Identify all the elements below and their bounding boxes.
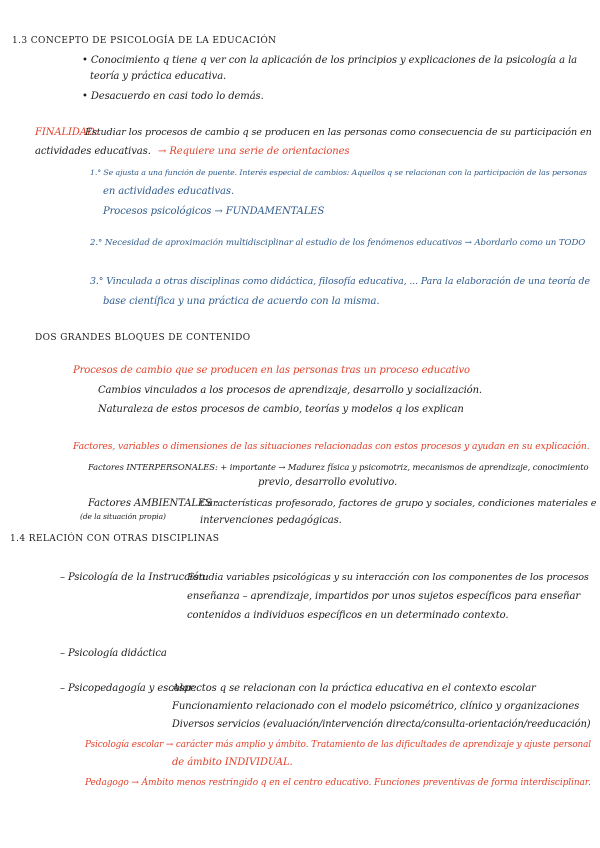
psicologia-escolar-note: de ámbito INDIVIDUAL.: [172, 757, 293, 768]
psicopedagogia-text: Funcionamiento relacionado con el modelo psicométrico, clínico y organizaciones: [172, 701, 580, 712]
psicologia-didactica-label: – Psicología didáctica: [60, 648, 167, 659]
bullet-line: • Conocimiento q tiene q ver con la aplicación de los principios y explicaciones de la psicología a la: [82, 55, 578, 66]
bullet-line: teoría y práctica educativa.: [90, 71, 227, 82]
bloques-title: DOS GRANDES BLOQUES DE CONTENIDO: [35, 333, 251, 343]
factores-ambientales: intervenciones pedagógicas.: [200, 515, 342, 526]
orientation-3: 3.° Vinculada a otras disciplinas como didáctica, filosofía educativa, ... Para la elaboración de una teoría de: [90, 276, 590, 287]
psicologia-instruccion-text: Estudia variables psicológicas y su interacción con los componentes de los procesos: [187, 572, 589, 583]
section-1-3-title: 1.3 CONCEPTO DE PSICOLOGÍA DE LA EDUCACIÓN: [12, 36, 277, 46]
finalidad-text: actividades educativas.: [35, 146, 151, 157]
pedagogo-note: Pedagogo → Ámbito menos restringido q en el centro educativo. Funciones preventivas de forma interdisciplinar.: [85, 778, 591, 788]
orientation-1: Procesos psicológicos → FUNDAMENTALES: [103, 206, 325, 217]
psicologia-instruccion-label: – Psicología de la Instrucción:: [60, 572, 209, 583]
finalidad-text: Estudiar los procesos de cambio q se producen en las personas como consecuencia de su participación en: [85, 127, 592, 138]
factores-ambientales: Características profesorado, factores de grupo y sociales, condiciones materiales e: [200, 498, 597, 509]
section-1-4-title: 1.4 RELACIÓN CON OTRAS DISCIPLINAS: [10, 534, 220, 544]
orientation-3: base científica y una práctica de acuerdo con la misma.: [103, 296, 380, 307]
factores-interpersonales: Factores INTERPERSONALES: + importante → Madurez física y psicomotriz, mecanismos de aprendizaje, conocimiento: [88, 462, 589, 472]
psicologia-instruccion-text: contenidos a individuos específicos en un determinado contexto.: [187, 610, 509, 621]
psicopedagogia-text: Aspectos q se relacionan con la práctica educativa en el contexto escolar: [172, 683, 536, 694]
orientation-2: 2.° Necesidad de aproximación multidisciplinar al estudio de los fenómenos educativos → Abordarlo como un TODO: [90, 238, 586, 248]
factores-interpersonales: previo, desarrollo evolutivo.: [258, 477, 398, 488]
psicopedagogia-text: Diversos servicios (evaluación/intervención directa/consulta-orientación/reeducación): [172, 719, 591, 730]
factores-ambientales-sub: (de la situación propia): [80, 512, 166, 521]
psicopedagogia-label: – Psicopedagogía y escolar:: [60, 683, 197, 694]
psicologia-instruccion-text: enseñanza – aprendizaje, impartidos por unos sujetos específicos para enseñar: [187, 591, 581, 602]
bullet-line: • Desacuerdo en casi todo lo demás.: [82, 91, 264, 102]
bloque-2-title: Factores, variables o dimensiones de las situaciones relacionadas con estos procesos y ayudan en su explicación.: [73, 441, 590, 452]
orientation-1: 1.° Se ajusta a una función de puente. Interés especial de cambios: Aquellos q se relacionan con la participación de las personas: [90, 168, 587, 177]
factores-ambientales-label: Factores AMBIENTALES :: [88, 498, 219, 509]
finalidad-note: → Requiere una serie de orientaciones: [158, 146, 350, 157]
orientation-1: en actividades educativas.: [103, 186, 235, 197]
finalidad-label: FINALIDAD:: [35, 127, 99, 138]
bloque-1-line: Cambios vinculados a los procesos de aprendizaje, desarrollo y socialización.: [98, 385, 483, 396]
bloque-1-line: Naturaleza de estos procesos de cambio, teorías y modelos q los explican: [98, 404, 464, 415]
psicologia-escolar-note: Psicología escolar → carácter más amplio y ámbito. Tratamiento de las dificultades de aprendizaje y ajuste personal: [85, 740, 591, 750]
bloque-1-title: Procesos de cambio que se producen en las personas tras un proceso educativo: [73, 365, 470, 376]
